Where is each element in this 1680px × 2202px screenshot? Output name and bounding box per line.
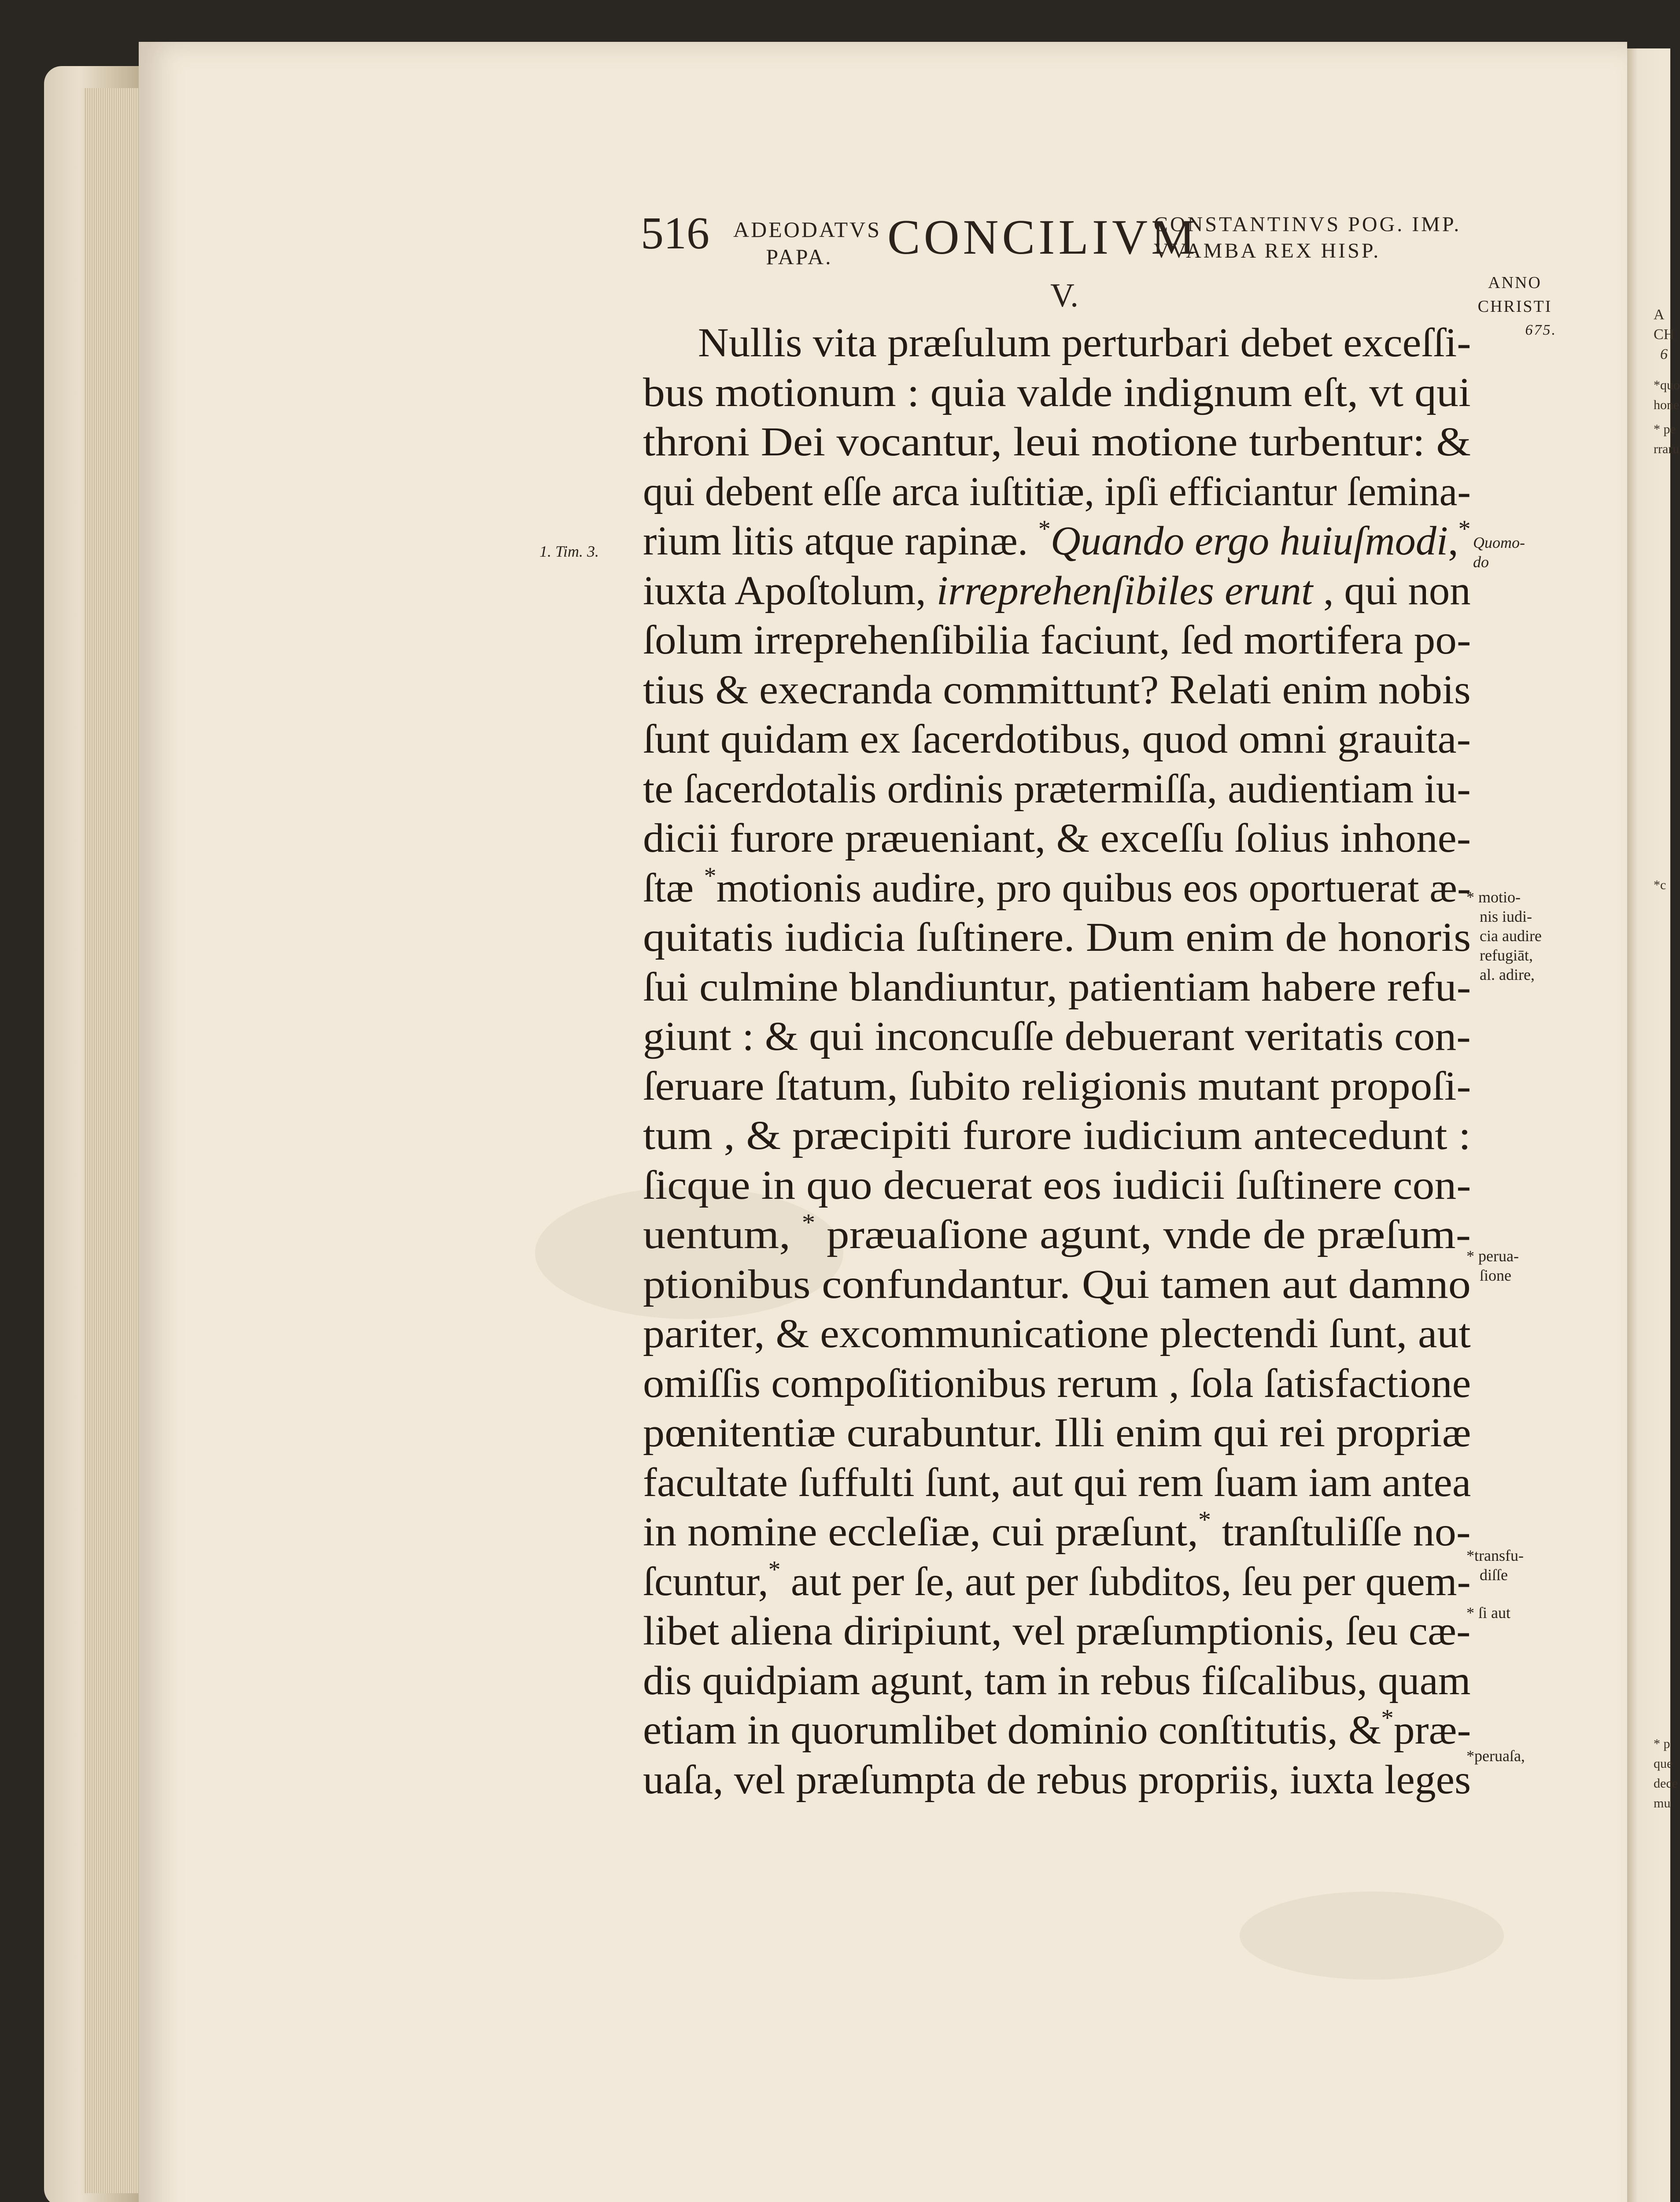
text-line bbox=[643, 567, 1471, 614]
margin-note-line: Quomo- bbox=[1473, 534, 1525, 551]
margin-note-quomodo bbox=[1473, 533, 1525, 572]
year-label: ANNO bbox=[1488, 273, 1542, 292]
facing-fragment: mu bbox=[1654, 1796, 1671, 1810]
text-line: Nullis vita præſulum perturbari debet exceſſi- bbox=[698, 320, 1471, 366]
text-line: giunt : & qui inconcuſſe debuerant veritatis con- bbox=[643, 1014, 1471, 1059]
text-segment: , qui non bbox=[1313, 568, 1471, 613]
text-segment: aut per ſe, aut per ſubditos, ſeu per quem- bbox=[780, 1559, 1471, 1604]
text-line bbox=[643, 1508, 1471, 1555]
footnote-marker: * bbox=[1198, 1506, 1211, 1533]
italic-segment: Quando ergo huiuſmodi bbox=[1050, 518, 1448, 564]
margin-note-line: * motio- bbox=[1466, 888, 1521, 906]
facing-fragment: que bbox=[1654, 1756, 1673, 1771]
footnote-marker: * bbox=[1381, 1704, 1394, 1731]
footnote-marker: * bbox=[768, 1555, 781, 1583]
show-through-stain bbox=[1240, 1892, 1504, 1980]
facing-fragment: * pe bbox=[1654, 422, 1676, 436]
year-marginal-note bbox=[1473, 271, 1557, 342]
text-line: libet aliena diripiunt, vel præſumptionis, ſeu cæ- bbox=[643, 1608, 1471, 1654]
text-line: uaſa, vel præſumpta de rebus propriis, iuxta leges bbox=[643, 1757, 1471, 1803]
margin-note-line: ſione bbox=[1480, 1267, 1511, 1284]
year-label: CHRISTI bbox=[1477, 297, 1552, 316]
margin-note-si-aut: * ſi aut bbox=[1466, 1604, 1510, 1622]
text-segment: iuxta Apoſtolum, bbox=[643, 568, 937, 613]
text-line: bus motionum : quia valde indignum eſt, vt qui bbox=[643, 369, 1471, 415]
italic-segment: irreprehenſibiles erunt bbox=[936, 568, 1313, 613]
page-number: 516 bbox=[641, 208, 709, 259]
text-line: te ſacerdotalis ordinis prætermiſſa, audientiam iu- bbox=[643, 766, 1471, 812]
text-segment: præuaſione agunt, vnde de præſum- bbox=[815, 1212, 1471, 1257]
year-value: 675. bbox=[1525, 322, 1557, 338]
text-line: ſicque in quo decuerat eos iudicii ſuſtinere con- bbox=[643, 1162, 1471, 1208]
text-segment: ſcuntur, bbox=[643, 1559, 768, 1604]
text-segment: in nomine eccleſiæ, cui præſunt, bbox=[643, 1509, 1198, 1555]
text-line: ſeruare ſtatum, ſubito religionis mutant propoſi- bbox=[643, 1063, 1471, 1109]
facing-fragment: 6 bbox=[1660, 346, 1668, 362]
margin-note-line: * perua- bbox=[1466, 1247, 1519, 1265]
text-line: tius & execranda committunt? Relati enim nobis bbox=[643, 667, 1471, 713]
text-line bbox=[643, 862, 1471, 912]
text-line: facultate ſuffulti ſunt, aut qui rem ſuam iam antea bbox=[643, 1459, 1471, 1505]
text-segment: ſtæ bbox=[643, 865, 704, 911]
footnote-marker: * bbox=[1038, 515, 1051, 542]
facing-page-edge bbox=[1627, 48, 1680, 2202]
margin-note-line: refugiāt, bbox=[1480, 946, 1533, 964]
text-line bbox=[643, 517, 1471, 565]
text-line: dicii furore præueniant, & exceſſu ſolius inhone- bbox=[643, 816, 1471, 861]
text-segment: præ- bbox=[1393, 1707, 1471, 1753]
running-head-right-line: VVAMBA REX HISP. bbox=[1154, 239, 1381, 262]
text-segment: tranſtuliſſe no- bbox=[1211, 1509, 1471, 1555]
text-line: throni Dei vocantur, leui motione turbentur: & bbox=[643, 419, 1471, 465]
running-title: CONCILIVM bbox=[887, 210, 1199, 265]
footnote-marker: * bbox=[1458, 515, 1471, 542]
running-head-left bbox=[733, 216, 881, 270]
facing-fragment: CH bbox=[1654, 326, 1675, 343]
facing-fragment: * p bbox=[1654, 1736, 1670, 1751]
text-line: ſunt quidam ex ſacerdotibus, quod omni grauita- bbox=[643, 717, 1471, 762]
running-head-left-line: ADEODATVS bbox=[733, 217, 881, 242]
margin-note-line: al. adire, bbox=[1480, 966, 1535, 983]
section-number: V. bbox=[1050, 277, 1079, 314]
text-segment: uentum, bbox=[643, 1212, 802, 1257]
facing-fragment: hone bbox=[1654, 398, 1680, 412]
text-segment: motionis audire, pro quibus eos oportuerat æ- bbox=[716, 865, 1471, 911]
text-line: pariter, & excommunicatione plectendi ſunt, aut bbox=[643, 1311, 1471, 1356]
margin-note-line: do bbox=[1473, 553, 1489, 571]
text-line: ſui culmine blandiuntur, patientiam habere refu- bbox=[643, 964, 1471, 1010]
text-line: ptionibus confundantur. Qui tamen aut damno bbox=[643, 1261, 1471, 1307]
margin-note-line: nis iudi- bbox=[1480, 908, 1532, 925]
margin-note-line: diſſe bbox=[1480, 1566, 1508, 1584]
text-segment: rium litis atque rapinæ. bbox=[643, 518, 1038, 564]
left-margin-reference: 1. Tim. 3. bbox=[539, 543, 599, 560]
text-line bbox=[643, 1211, 1471, 1258]
facing-fragment: *c bbox=[1654, 878, 1666, 892]
margin-note-line: *transfu- bbox=[1466, 1547, 1524, 1564]
text-line: dis quidpiam agunt, tam in rebus fiſcalibus, quam bbox=[643, 1658, 1471, 1703]
facing-fragment: dece bbox=[1654, 1776, 1678, 1791]
text-line: quitatis iudicia ſuſtinere. Dum enim de honoris bbox=[643, 915, 1471, 960]
margin-note-peruasa: *peruaſa, bbox=[1466, 1747, 1525, 1765]
text-line bbox=[643, 1555, 1471, 1605]
running-head-left-line: PAPA. bbox=[766, 244, 833, 269]
footnote-marker: * bbox=[704, 862, 716, 889]
text-line: tum , & præcipiti furore iudicium antecedunt : bbox=[643, 1113, 1471, 1158]
text-segment: etiam in quorumlibet dominio conſtitutis, & bbox=[643, 1707, 1381, 1753]
facing-fragment: *quo bbox=[1654, 378, 1680, 392]
facing-fragment: rraru bbox=[1654, 442, 1680, 456]
running-head-right-line: CONSTANTINVS POG. IMP. bbox=[1154, 213, 1462, 236]
margin-note-peruasione bbox=[1466, 1246, 1519, 1285]
margin-note-motionis bbox=[1466, 887, 1542, 984]
margin-note-line: cia audire bbox=[1480, 927, 1542, 945]
text-line: pœnitentiæ curabuntur. Illi enim qui rei propriæ bbox=[643, 1410, 1471, 1456]
text-line bbox=[643, 1704, 1471, 1754]
footnote-marker: * bbox=[801, 1209, 816, 1236]
text-segment: , bbox=[1448, 518, 1458, 564]
text-line: omiſſis compoſitionibus rerum , ſola ſatisfactione bbox=[643, 1360, 1471, 1406]
running-head-right bbox=[1154, 211, 1461, 264]
text-line: ſolum irreprehenſibilia faciunt, ſed mortifera po- bbox=[643, 617, 1471, 663]
margin-note-transfudisse bbox=[1466, 1546, 1524, 1585]
text-line: qui debent eſſe arca iuſtitiæ, ipſi efficiantur ſemina- bbox=[643, 469, 1471, 514]
facing-fragment: A bbox=[1654, 307, 1665, 323]
